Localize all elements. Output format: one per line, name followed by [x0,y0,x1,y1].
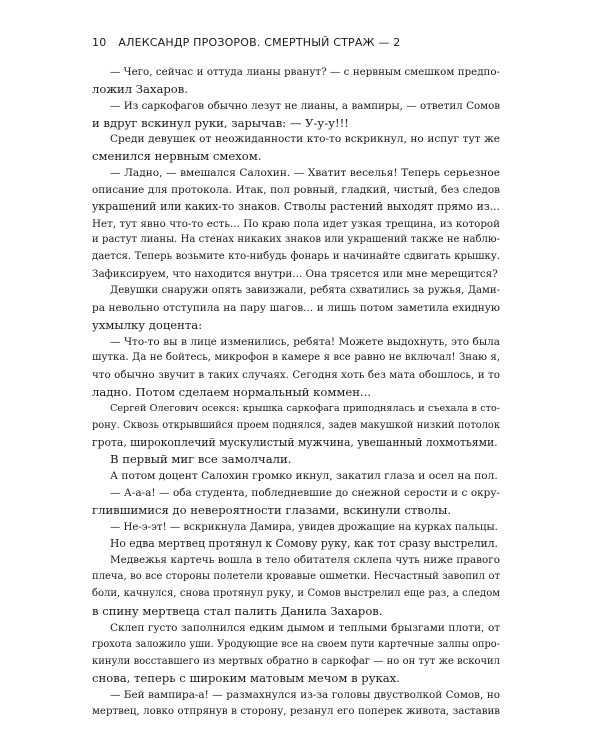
text-line: Медвежья картечь вошла в тело обитателя склепа чуть ниже правого [110,554,500,567]
text-line: и вдруг вскинул руки, зарычав: — У-у-у!!! [92,115,349,130]
text-line: — Что-то вы в лице изменились, ребята! Можете выдохнуть, это была [110,335,500,348]
page-number: 10 [92,36,107,49]
text-line: Но едва мертвец протянул к Сомову руку, как тот сразу выстрелил. [110,536,498,550]
text-line: рону. Сквозь открывшийся проем поднялся, задев макушкой низкий потолок [92,419,500,431]
text-line: — Из саркофагов обычно лезут не лианы, а вампиры, — ответил Сомов [110,99,500,112]
text-line: описание для протокола. Итак, пол ровный, гладкий, чистый, без следов [92,183,500,196]
text-line: и растут лианы. На стенах никаких знаков или украшений также не наблю- [92,234,500,246]
text-line: грота, широкоплечий мускулистый мужчина, увешанный лохмотьями. [92,435,498,449]
text-line: Склеп густо заполнился едким дымом и теплыми брызгами плоти, от [110,621,500,634]
text-line: — Ладно, — вмешался Салохин. — Хватит веселья! Теперь серьезное [110,167,500,180]
text-line: что обычно звучит в таких случаях. Сегодня хоть без мата обошлось, и то [92,369,500,382]
text-line: боли, качнулся, снова протянул руку, и Сомов выстрелил еще раз, а следом [92,588,500,600]
text-line: украшений или каких-то знаков. Стволы растений выходят прямо из... [92,199,500,213]
text-line: А потом доцент Салохин громко икнул, закатил глаза и осел на пол. [110,469,498,483]
text-line: мертвец, ловко отпрянув в сторону, резанул его поперек живота, заставив [92,706,500,718]
text-line: шутка. Да не бойтесь, микрофон в камере я все равно не включал! Знаю я, [92,352,500,364]
text-line: — Бей вампира-а! — размахнулся из-за головы двустволкой Сомов, но [110,689,500,702]
text-line: ухмылку доцента: [92,317,203,332]
text-line: сменился нервным смехом. [92,149,262,164]
text-line: — Не-э-эт! — вскрикнула Дамира, увидев дрожащие на курках пальцы. [110,520,498,533]
text-line: Нет, тут явно что-то есть... По краю пола идет узкая трещина, из которой [92,217,500,230]
text-line: дается. Теперь возьмите кто-нибудь фонарь и начинайте сдвигать крышку. [92,251,500,263]
text-line: — А-а-а! — оба студента, побледневшие до снежной серости и с окру- [110,487,500,500]
text-line: снова, теперь с широким матовым мечом в руках. [92,671,400,686]
text-line: грохота заложило уши. Уродующие все на своем пути картечные залпы опро- [92,638,500,650]
text-line: плеча, во все стороны полетели кровавые ошметки. Несчастный завопил от [92,571,500,583]
text-line: Сергей Олегович осекся: крышка саркофага приподнялась и съехала в сто- [110,402,500,414]
text-line: в спину мертвеца стал палить Данила Захаров. [92,604,383,618]
text-line: ладно. Потом сделаем нормальный коммен... [92,385,372,400]
running-header [92,36,400,49]
text-line: Среди девушек от неожиданности кто-то вскрикнул, но испуг тут же [110,133,500,146]
text-line: кинули восставшего из мертвых обратно в саркофаг — но он тут же вскочил [92,655,500,667]
text-line: Девушки снаружи опять завизжали, ребята схватились за ружья, Дами- [110,284,500,296]
body-text [92,64,500,721]
text-line: ложил Захаров. [92,81,188,96]
text-line: — Чего, сейчас и оттуда лианы рванут? — с нервным смешком предпо- [110,66,500,78]
text-line: ра невольно отступила на пару шагов... и лишь потом заметила ехидную [92,301,500,314]
text-line: В первый миг все замолчали. [110,452,292,467]
running-title: АЛЕКСАНДР ПРОЗОРОВ. СМЕРТНЫЙ СТРАЖ — 2 [118,36,401,49]
text-line: Зафиксируем, что находится внутри... Она трясется или мне мерещится? [92,268,498,281]
text-line: глившимися до невероятности глазами, вскинули стволы. [92,502,452,517]
